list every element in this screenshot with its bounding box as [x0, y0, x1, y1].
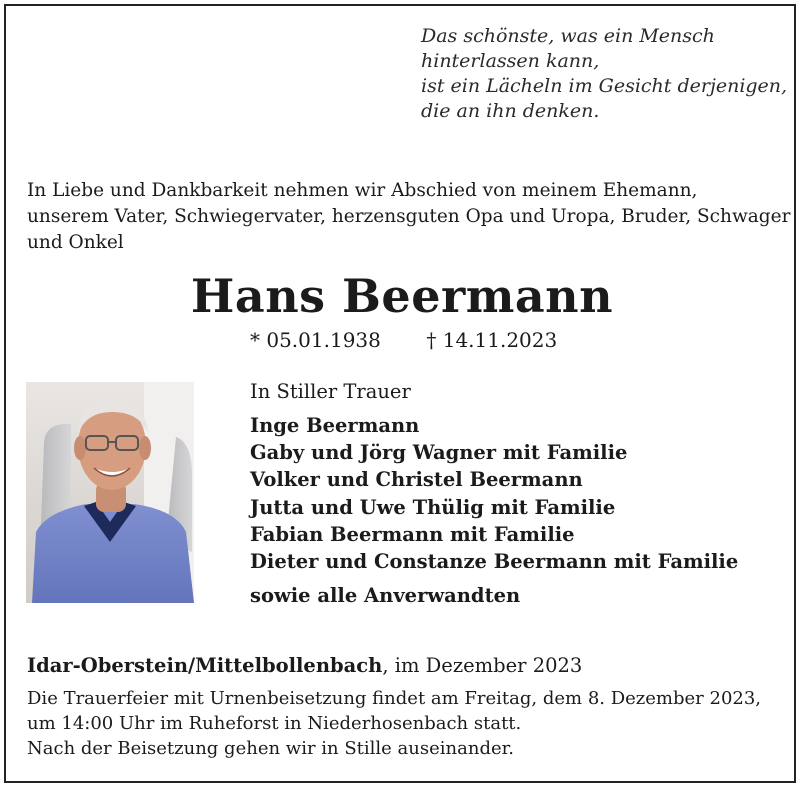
notice-date: , im Dezember 2023	[382, 654, 583, 677]
death-date: † 14.11.2023	[426, 328, 558, 352]
mourner-name: Volker und Christel Beermann	[250, 468, 583, 492]
mourner-name: Fabian Beermann mit Familie	[250, 522, 575, 546]
deceased-name: Hans Beermann	[190, 269, 614, 323]
poem-line: Das schönste, was ein Mensch	[421, 25, 715, 47]
mourner-name: Jutta und Uwe Thülig mit Familie	[250, 495, 616, 519]
portrait-photo	[26, 382, 194, 603]
mourner-list	[250, 412, 738, 575]
details-line: Die Trauerfeier mit Urnenbeisetzung findet am Freitag, dem 8. Dezember 2023,	[27, 688, 762, 709]
mourning-label: In Stiller Trauer	[250, 380, 411, 403]
intro-line: In Liebe und Dankbarkeit nehmen wir Abschied von meinem Ehemann,	[27, 180, 698, 201]
obituary-notice	[4, 4, 796, 783]
mourner-name: Inge Beermann	[250, 414, 420, 437]
poem-line: ist ein Lächeln im Gesicht derjenigen,	[421, 75, 788, 97]
other-relatives: sowie alle Anverwandten	[250, 584, 521, 607]
farewell-intro	[27, 178, 791, 256]
mourner-name: Gaby und Jörg Wagner mit Familie	[250, 441, 628, 465]
poem-line: hinterlassen kann,	[421, 50, 600, 72]
mourner-name: Dieter und Constanze Beermann mit Familie	[250, 550, 739, 574]
place-and-date	[27, 652, 582, 680]
details-line: um 14:00 Uhr im Ruheforst in Niederhosenbach statt.	[27, 713, 522, 734]
intro-line: unserem Vater, Schwiegervater, herzensguten Opa und Uropa, Bruder, Schwager	[27, 206, 791, 227]
birth-date: * 05.01.1938	[250, 328, 381, 352]
poem-line: die an ihn denken.	[421, 100, 600, 122]
place-name: Idar-Oberstein/Mittelbollenbach	[27, 654, 383, 677]
funeral-details	[27, 686, 761, 761]
intro-line: und Onkel	[27, 232, 124, 253]
memorial-poem	[421, 24, 787, 124]
details-line: Nach der Beisetzung gehen wir in Stille auseinander.	[27, 738, 514, 759]
life-dates	[250, 326, 557, 354]
